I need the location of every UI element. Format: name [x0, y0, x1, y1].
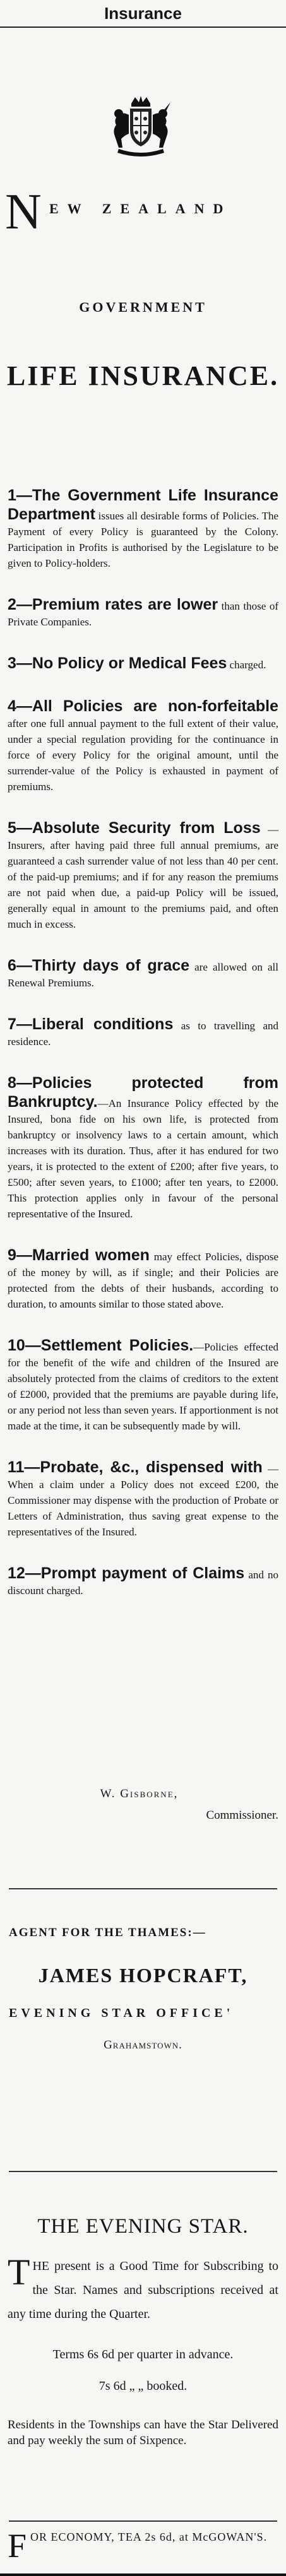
- signatory-name: W. Gisborne,: [100, 1787, 179, 1800]
- item-lead: 8—Policies protected from Bankruptcy.: [8, 1074, 278, 1111]
- item-lead: 12—Prompt payment of Claims: [8, 1564, 245, 1582]
- residents-note: Residents in the Townships can have the Star Delivered and pay weekly the sum of Sixpence.: [8, 2418, 278, 2447]
- drop-cap: N: [5, 184, 42, 240]
- subscription-paragraph: [8, 2254, 278, 2326]
- list-item: [8, 486, 278, 571]
- item-text: as to travelling and residence.: [8, 1020, 278, 1048]
- insurance-items: [8, 486, 278, 1622]
- item-lead: 9—Married women: [8, 1246, 150, 1264]
- item-lead: 7—Liberal conditions: [8, 1015, 174, 1033]
- list-item: [8, 1073, 278, 1222]
- terms-booked: 7s 6d „ „ booked.: [98, 2379, 188, 2393]
- list-item: [8, 1246, 278, 1312]
- new-zealand-heading: [0, 184, 286, 240]
- item-text: are allowed on all Renewal Premiums.: [8, 961, 278, 989]
- agent-office: EVENING STAR OFFICE': [9, 2006, 234, 2020]
- drop-cap: F: [8, 2529, 27, 2565]
- agent-block: [9, 1926, 277, 2052]
- agent-label: AGENT FOR THE THAMES:—: [9, 1926, 206, 1939]
- list-item: [8, 818, 278, 932]
- list-item: [8, 956, 278, 991]
- item-lead: 3—No Policy or Medical Fees: [8, 654, 227, 672]
- item-lead: 2—Premium rates are lower: [8, 596, 218, 613]
- list-item: [8, 1336, 278, 1434]
- royal-coat-of-arms-icon: [93, 95, 188, 158]
- signatory-role: Commissioner.: [206, 1809, 278, 1822]
- divider: [9, 1888, 277, 1889]
- agent-name: JAMES HOPCRAFT,: [38, 1964, 248, 1987]
- item-lead: 4—All Policies are non-forfeitable: [8, 697, 278, 715]
- item-text: —Insurers, after having paid three full annual premiums, are guaranteed a cash surrender value of not less than 40 per cent. of the paid-up premiums; and if for any reason the premiums are not paid when due, a paid-up Policy will be issued, generally equal in amount to the premiums paid, and often much in excess.: [8, 824, 278, 930]
- divider: [9, 2171, 277, 2172]
- item-text: after one full annual payment to the full extent of their value, under a special regulation providing for the continuance in force of every Policy for the original amount, until the surrender-value of the Policy is exhausted in payment of premiums.: [8, 718, 278, 793]
- signature-block: [0, 1787, 278, 1823]
- list-item: [8, 1564, 278, 1598]
- item-text: may effect Policies, dispose of the money by will, as if single; and their Policies are protected from the debts of their husbands, according to duration, to amounts similar to those stated above.: [8, 1251, 278, 1310]
- list-item: [8, 654, 278, 673]
- item-lead: 5—Absolute Security from Loss: [8, 819, 261, 837]
- item-text: charged.: [227, 659, 266, 671]
- life-insurance-title: LIFE INSURANCE.: [6, 360, 280, 391]
- list-item: [8, 1015, 278, 1049]
- list-item: [8, 1458, 278, 1540]
- bottom-border: [0, 2573, 286, 2576]
- terms-advance: Terms 6s 6d per quarter in advance.: [52, 2348, 234, 2361]
- item-text: —Policies effected for the benefit of the wife and children of the Insured are absolutely protected from the claims of creditors to the extent of £2000, provided that the premiums are payable during life, or any period not less than seven years. If apportionment is not made at the time, it can be subsequently made by will.: [8, 1341, 278, 1432]
- section-header: [0, 0, 286, 28]
- drop-cap: T: [8, 2252, 30, 2293]
- item-lead: 11—Probate, &c., dispensed with: [8, 1458, 263, 1476]
- section-title: Insurance: [104, 4, 182, 23]
- agent-town: Grahamstown.: [104, 2038, 182, 2052]
- list-item: [8, 595, 278, 630]
- tea-advertisement: [8, 2529, 278, 2576]
- government-heading: GOVERNMENT: [79, 299, 207, 315]
- list-item: [8, 697, 278, 795]
- item-text: than those of Private Companies.: [8, 600, 278, 628]
- item-lead: 6—Thirty days of grace: [8, 957, 190, 974]
- item-text: —When a claim under a Policy does not exceed £200, the Commissioner may dispense with the production of Probate or Letters of Administration, thus saving great expense to the representatives of the Insured.: [8, 1463, 278, 1538]
- item-text: issues all desirable forms of Policies. The Payment of every Policy is guaranteed by the Colony. Participation in Profits is authorised by the Legislature to be given to Policy-holders.: [8, 510, 278, 569]
- evening-star-title: THE EVENING STAR.: [37, 2215, 249, 2238]
- divider: [9, 2520, 277, 2522]
- tea-advert-text: OR ECONOMY, TEA 2s 6d, at McGOWAN'S.: [30, 2531, 268, 2543]
- new-zealand-text: EW ZEALAND: [49, 201, 232, 216]
- subscription-text: HE present is a Good Time for Subscribing to the Star. Names and subscriptions received at any time during the Quarter.: [8, 2259, 278, 2321]
- item-text: —An Insurance Policy effected by the Insured, bona fide on his own life, is protected from bankruptcy or insolvency laws to a certain amount, which increases with its duration. Thus, after it has endured for two years, it is protected to the extent of £200; after five years, to £500; after seven years, to £1000; after ten years, to £2000. This protection applies only in favour of the personal representative of the Insured.: [8, 1097, 278, 1220]
- item-text: and no discount charged.: [8, 1569, 279, 1597]
- item-lead: 10—Settlement Policies.: [8, 1337, 194, 1354]
- evening-star-notice: [8, 2254, 278, 2449]
- item-lead: 1—The Government Life Insurance Department: [8, 487, 278, 523]
